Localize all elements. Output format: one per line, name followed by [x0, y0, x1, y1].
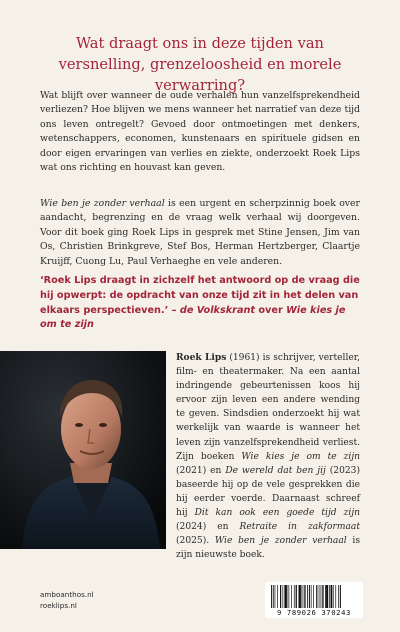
- barcode-bar: [309, 585, 310, 608]
- bio-book-title: De wereld dat ben jij: [225, 465, 326, 476]
- description-paragraph: [40, 197, 360, 269]
- barcode: [265, 582, 363, 618]
- bio-text: (2023) baseerde hij op de vele gesprekken die hij eerder voerde. Daarnaast schreef hij: [176, 465, 360, 519]
- barcode-bar: [313, 585, 314, 608]
- barcode-bar: [340, 585, 341, 608]
- barcode-bar: [299, 585, 301, 608]
- barcode-bar: [304, 585, 305, 608]
- author-photo: [0, 351, 166, 549]
- bio-text: (1961) is schrijver, verteller, film- en theatermaker. Na een aantal indringende gebeurtenissen koos hij ervoor zijn leven een andere wending te geven. Sindsdien onderzoekt hij wat werkelijk van waarde is wanneer het leven zijn vanzelfsprekendheid verliest. Zijn boeken: [176, 353, 360, 462]
- barcode-bar: [333, 585, 334, 608]
- author-bio: [176, 351, 360, 562]
- isbn-number: 9 789026 370243: [277, 608, 351, 617]
- barcode-bar: [277, 585, 278, 608]
- barcode-bar: [316, 585, 317, 608]
- barcode-bar: [289, 585, 290, 608]
- barcode-bar: [327, 585, 328, 608]
- barcode-bar: [271, 585, 272, 608]
- author-link[interactable]: roeklips.nl: [40, 601, 77, 610]
- website-links: [40, 589, 94, 611]
- description-text: is een urgent en scherpzinnig boek over aandacht, begrenzing en de vraag welk verhaal wij doorgeven. Voor dit boek ging Roek Lips in gesprek met Stine Jensen, Jim van Os, Christien Brinkgreve, Stef Bos, Herman Hertzberger, Claartje Kruijff, Cuong Lu, Paul Verhaeghe en vele anderen.: [40, 198, 361, 267]
- barcode-bars: [265, 582, 363, 609]
- barcode-bar: [322, 585, 323, 608]
- bio-text: (2024) en: [176, 522, 240, 533]
- quote-source: de Volkskrant: [179, 304, 256, 316]
- barcode-bar: [338, 585, 339, 608]
- barcode-bar: [275, 585, 276, 608]
- barcode-bar: [329, 585, 330, 608]
- author-name: Roek Lips: [176, 352, 227, 363]
- headline: Wat draagt ons in deze tijden van versnelling, grenzeloosheid en morele verwarring?: [58, 35, 342, 94]
- barcode-bar: [286, 585, 287, 608]
- barcode-bar: [280, 585, 281, 608]
- review-quote: [40, 274, 360, 333]
- bio-book-title: Wie kies je om te zijn: [241, 451, 360, 462]
- quote-dash: –: [168, 304, 180, 316]
- quote-book: Wie kies je om te zijn: [40, 304, 346, 331]
- intro-paragraph: Wat blijft over wanneer de oude verhalen hun vanzelfsprekendheid verliezen? Hoe blijven we mens wanneer het narratief van deze tijd ons leven ontregelt? Gevoed door ontmoetingen met denkers, wetenschappers, economen, kunstenaars en spirituele gidsen en door eigen ervaringen van verlies en ziekte, onderzoekt Roek Lips wat ons richting en houvast kan geven.: [40, 90, 360, 174]
- barcode-bar: [307, 585, 308, 608]
- barcode-bar: [273, 585, 274, 608]
- quote-text: ‘Roek Lips draagt in zichzelf het antwoord op de vraag die hij opwerpt: de opdracht van onze tijd zit in het delen van elkaars perspectieven.’: [40, 275, 360, 316]
- book-title: Wie ben je zonder verhaal: [40, 198, 165, 209]
- bio-book-title: Retraite in zakformaat: [239, 522, 360, 533]
- barcode-bar: [294, 585, 295, 608]
- barcode-bar: [325, 585, 327, 608]
- bio-text: is zijn nieuwste boek.: [176, 536, 360, 561]
- publisher-link[interactable]: amboanthos.nl: [40, 590, 94, 599]
- barcode-bar: [311, 585, 312, 608]
- barcode-bar: [321, 585, 322, 608]
- quote-over: over: [255, 304, 287, 316]
- barcode-bar: [284, 585, 286, 608]
- barcode-bar: [296, 585, 297, 608]
- barcode-bar: [319, 585, 320, 608]
- bio-book-title: Wie ben je zonder verhaal: [214, 536, 347, 547]
- bio-text: (2021) en: [176, 465, 226, 476]
- barcode-bar: [300, 585, 301, 608]
- barcode-bar: [303, 585, 304, 608]
- barcode-bar: [283, 585, 284, 608]
- bio-book-title: Dit kan ook een goede tijd zijn: [194, 508, 360, 519]
- barcode-bar: [291, 585, 292, 608]
- bio-text: (2025).: [176, 536, 215, 547]
- barcode-bar: [331, 585, 332, 608]
- barcode-bar: [335, 585, 336, 608]
